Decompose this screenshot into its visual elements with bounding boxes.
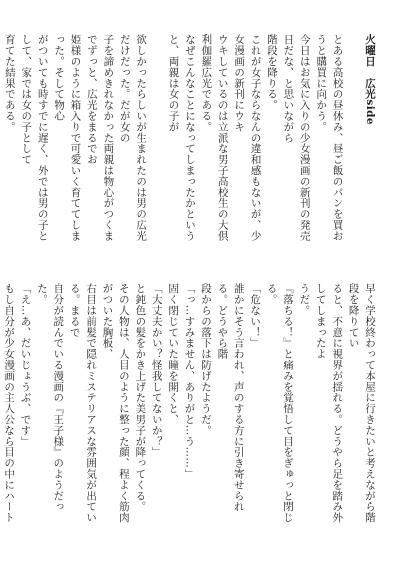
paragraph	[0, 34, 1, 246]
paragraph: 誰かにそう言われ、声のする方に引き寄せられる。どうやら階	[216, 283, 245, 512]
paragraph: うだ。	[298, 283, 311, 316]
paragraph: 育てた結果である。	[3, 34, 16, 133]
paragraph: 欲しかったらしいが生まれたのは男の広光だけだった。だが女の	[118, 34, 148, 242]
paragraph: 自分が読んでいる漫画の『王子様』のようだった。	[35, 283, 65, 512]
paragraph: と鈍色の髪をかき上げた美男子が降ってくる。	[134, 283, 147, 512]
paragraph: 段からの落下は防げたようだ。	[199, 283, 212, 436]
paragraph: がついても時すでに遅く、外では男の子として、家では女の子として	[20, 34, 49, 242]
dialogue-line: 「危ない！」	[249, 283, 262, 349]
paragraph: これが女子ならなんの違和感もないが、少女漫画の新刊にウキ	[233, 34, 262, 242]
lower-text-block	[0, 283, 378, 531]
paragraph: ると、不意に視界が揺れる。どうやら足を踏み外してしまったよ	[314, 283, 344, 523]
paragraph: 『落ちる！』と痛みを覚悟して目をぎゅっと閉じる。	[265, 283, 294, 523]
paragraph: 右目は前髪で隠れミステリアスな雰囲気が出ている。まるで	[68, 283, 98, 523]
paragraph: 固く閉じていた瞳を開くと、	[167, 283, 180, 425]
upper-text-block	[0, 34, 378, 246]
paragraph: とある高校の昼休み、昼ご飯のパンを買おうと購買に向かう。	[315, 34, 344, 242]
dialogue-line: 「え…あ、だいじょうぶ、です」	[19, 283, 32, 447]
dialogue-line: 「っ…すみません、ありがと…う……」	[183, 283, 196, 480]
paragraph: 早く学校終わって本屋に行きたいと考えながら階段を降りてい	[347, 283, 376, 523]
paragraph: なぜこんなことになってしまったかというと、両親は女の子が	[167, 34, 196, 242]
dialogue-line: 「大丈夫かい？怪我してないか？」	[150, 283, 163, 458]
paragraph: その人物は、人目のように整った顔、程よく筋肉がついた胸板、	[101, 283, 130, 523]
paragraph: 姫様のように箱入りで可愛いく育ててしまった。そして物心	[53, 34, 82, 242]
paragraph: 子を諦めきれなかった両親は物心がつくまでずっと、広光をまるでお	[85, 34, 115, 242]
chapter-title: 火曜日 広光side	[364, 34, 376, 125]
paragraph: 今日はお気に入りの少女漫画の新刊の発売日だな、と思いながら	[282, 34, 311, 242]
paragraph: 階段を降りる。	[265, 34, 278, 111]
paragraph: もし自分が少女漫画の主人公なら目の中にハート	[3, 283, 16, 523]
paragraph: ウキしているのは立派な男子高校生の大倶利伽羅広光である。	[200, 34, 229, 242]
